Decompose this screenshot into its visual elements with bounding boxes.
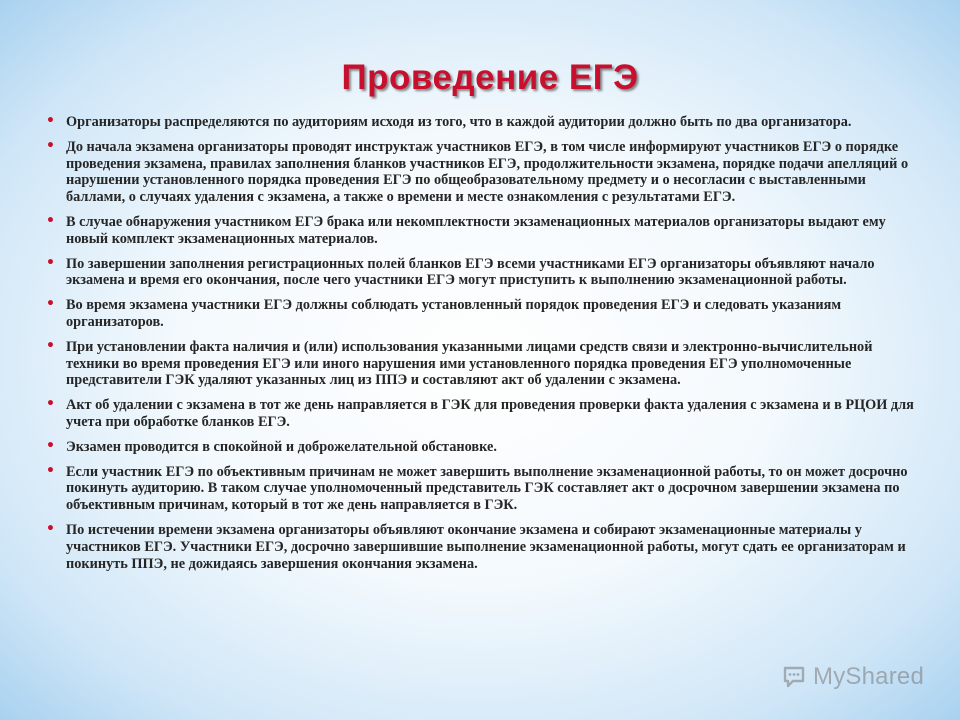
list-item-text: По истечении времени экзамена организаторы объявляют окончание экзамена и собирают экзаменационные материалы у участников ЕГЭ. Участники ЕГЭ, досрочно завершившие выполнение экзаменационной работы, могут сдать ее организаторам и покинуть ППЭ, не дожидаясь завершения окончания экзамена. — [66, 521, 906, 572]
list-item — [44, 114, 922, 131]
watermark-text: MyShared — [813, 663, 924, 690]
list-item-text: Организаторы распределяются по аудиториям исходя из того, что в каждой аудитории должно быть по два организатора. — [66, 114, 852, 130]
bullet-icon: • — [46, 520, 55, 537]
myshared-logo-icon — [781, 664, 807, 690]
list-item-text: Экзамен проводится в спокойной и доброжелательной обстановке. — [66, 438, 497, 455]
list-item — [44, 139, 922, 206]
bullet-icon: • — [46, 396, 55, 413]
list-item-text: В случае обнаружения участником ЕГЭ брака или некомплектности экзаменационных материалов организаторы выдают ему новый комплект экзаменационных материалов. — [66, 213, 886, 247]
bullet-icon: • — [46, 254, 55, 271]
bullet-icon: • — [46, 212, 55, 229]
bullet-icon: • — [46, 296, 55, 313]
bullet-icon: • — [46, 337, 55, 354]
slide-title: Проведение ЕГЭ — [341, 58, 639, 97]
list-item — [44, 464, 922, 514]
bullet-icon: • — [46, 462, 55, 479]
bullet-icon: • — [46, 437, 55, 454]
bullet-icon: • — [46, 137, 55, 154]
list-item-text: Во время экзамена участники ЕГЭ должны соблюдать установленный порядок проведения ЕГЭ и следовать указаниям организаторов. — [66, 297, 842, 330]
list-item — [44, 339, 922, 389]
list-item — [44, 522, 922, 572]
list-item-text: До начала экзамена организаторы проводят инструктаж участников ЕГЭ, в том числе информируют участников ЕГЭ о порядке проведения экзамена, правилах заполнения бланков участников ЕГЭ, продолжительности экзамена, порядке подачи апелляций о нарушении установленного порядка проведения ЕГЭ по общеобразовательному предмету и о несогласии с выставленными баллами, о случаях удаления с экзамена, а также о времени и месте ознакомления с результатами ЕГЭ. — [66, 138, 909, 206]
list-item — [44, 397, 922, 431]
watermark — [781, 662, 924, 692]
list-item-text: Акт об удалении с экзамена в тот же день направляется в ГЭК для проведения проверки факта удаления с экзамена и в РЦОИ для учета при обработке бланков ЕГЭ. — [66, 397, 914, 430]
list-item — [44, 256, 922, 290]
list-item-text: Если участник ЕГЭ по объективным причинам не может завершить выполнение экзаменационной работы, то он может досрочно покинуть аудиторию. В таком случае уполномоченный представитель ГЭК составляет акт о досрочном завершении экзамена по объективным причинам, который в тот же день направляется в ГЭК. — [66, 463, 908, 514]
list-item — [44, 214, 922, 248]
bullet-icon: • — [46, 113, 55, 129]
list-item — [44, 297, 922, 331]
list-item — [44, 439, 922, 456]
bullet-list — [44, 114, 922, 580]
list-item-text: По завершении заполнения регистрационных полей бланков ЕГЭ всеми участниками ЕГЭ организаторы объявляют начало экзамена и время его окончания, после чего участники ЕГЭ могут приступить к выполнению экзаменационной работы. — [66, 255, 875, 289]
list-item-text: При установлении факта наличия и (или) использования указанными лицами средств связи и электронно-вычислительной техники во время проведения ЕГЭ или иного нарушения ими установленного порядка проведения ЕГЭ уполномоченные представители ГЭК удаляют указанных лиц из ППЭ и составляют акт об удалении с экзамена. — [66, 338, 873, 389]
